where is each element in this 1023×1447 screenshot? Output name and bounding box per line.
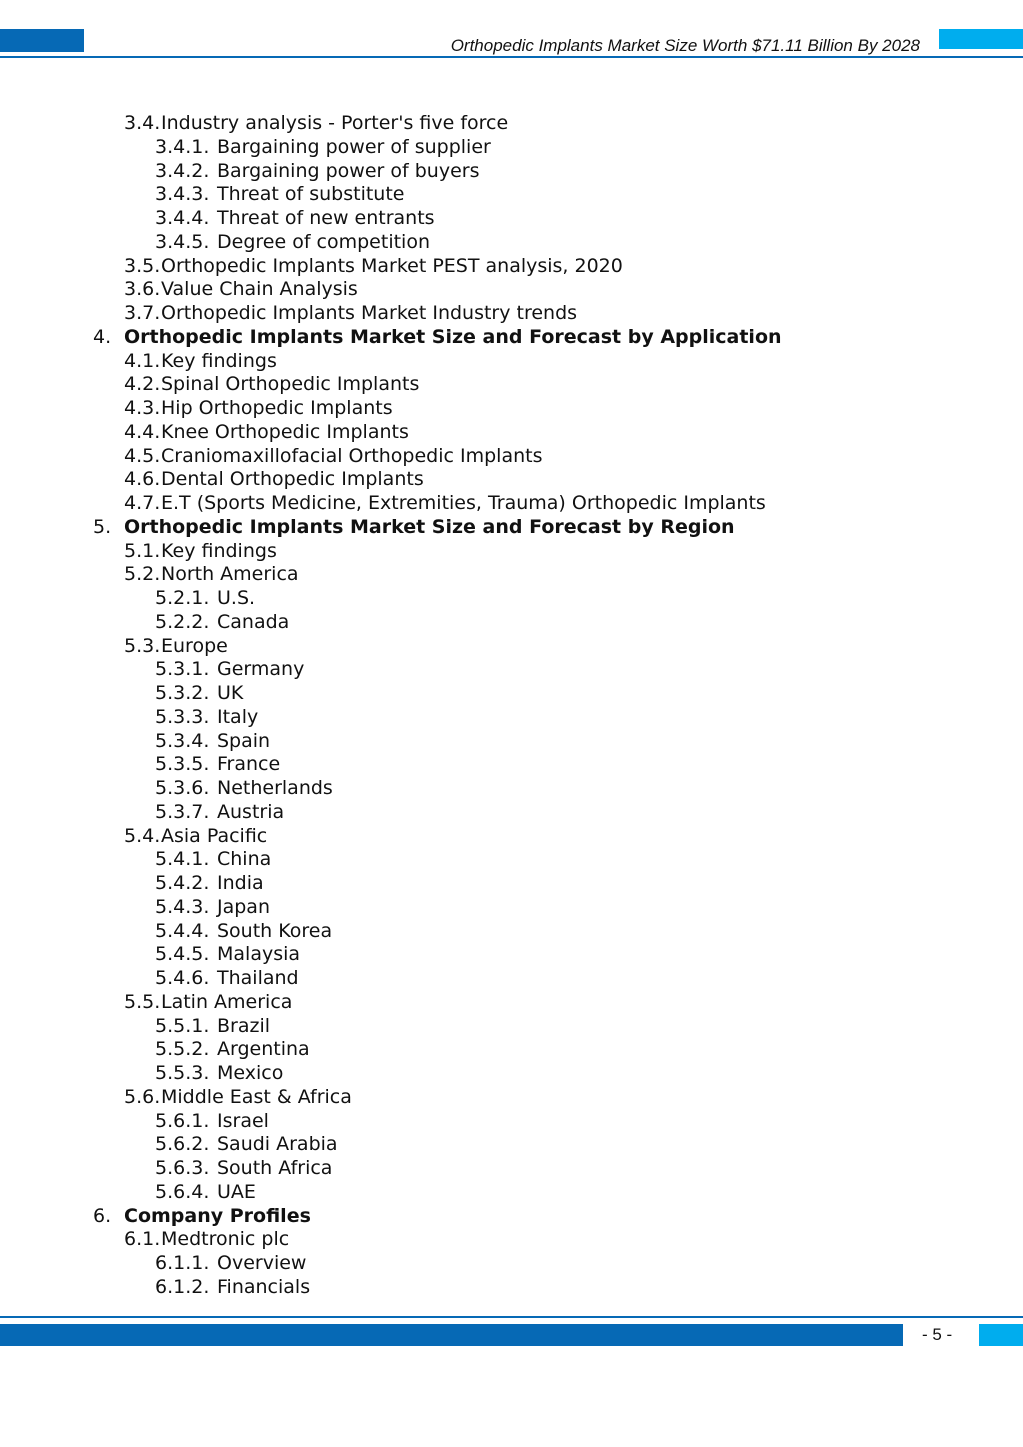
toc-entry-number: 5.4.3. <box>155 895 210 918</box>
toc-entry-title: Mexico <box>217 1062 284 1084</box>
toc-entry-title: Industry analysis - Porter's five force <box>161 112 509 134</box>
toc-entry-number: 6.1. <box>124 1228 161 1251</box>
toc-entry-title: Degree of competition <box>217 230 430 253</box>
toc-entry <box>0 468 1023 492</box>
toc-entry-number: 5. <box>93 515 112 538</box>
toc-entry <box>0 373 1023 397</box>
toc-entry-title: E.T (Sports Medicine, Extremities, Trauma) Orthopedic Implants <box>161 492 766 514</box>
toc-entry-number: 5.3.4. <box>155 729 210 752</box>
toc-entry <box>0 1086 1023 1110</box>
toc-entry <box>0 183 1023 207</box>
toc-entry-title: Canada <box>217 610 290 633</box>
toc-entry <box>0 1205 1023 1229</box>
toc-entry <box>0 326 1023 350</box>
toc-entry-title: Knee Orthopedic Implants <box>161 420 409 443</box>
toc-entry-number: 5.6.2. <box>155 1133 210 1156</box>
toc-entry <box>0 658 1023 682</box>
toc-entry <box>0 872 1023 896</box>
toc-entry-number: 5.4. <box>124 824 161 847</box>
toc-entry-title: Asia Pacific <box>161 824 268 847</box>
toc-entry <box>0 896 1023 920</box>
table-of-contents <box>0 112 1023 1300</box>
toc-entry-number: 4.3. <box>124 397 161 419</box>
toc-entry-title: Company Profiles <box>124 1204 311 1227</box>
toc-entry <box>0 611 1023 635</box>
toc-entry-title: Orthopedic Implants Market PEST analysis, 2020 <box>161 254 623 277</box>
toc-entry-number: 4.6. <box>124 468 161 491</box>
toc-entry-title: Threat of new entrants <box>217 207 435 229</box>
toc-entry <box>0 136 1023 160</box>
toc-entry-title: UAE <box>217 1180 256 1203</box>
header-accent-left <box>0 29 84 52</box>
toc-entry-number: 3.4.1. <box>155 135 210 158</box>
toc-entry-number: 5.4.2. <box>155 872 210 894</box>
toc-entry-title: Bargaining power of supplier <box>217 135 491 158</box>
toc-entry-title: Europe <box>161 634 228 657</box>
toc-entry-number: 5.3. <box>124 634 161 657</box>
toc-entry <box>0 1252 1023 1276</box>
toc-entry-number: 5.1. <box>124 539 161 562</box>
toc-entry-title: Spinal Orthopedic Implants <box>161 373 420 396</box>
toc-entry-number: 3.5. <box>124 254 161 277</box>
toc-entry-title: Japan <box>217 895 270 918</box>
toc-entry-number: 6.1.2. <box>155 1275 210 1298</box>
toc-entry <box>0 682 1023 706</box>
toc-entry-number: 5.4.1. <box>155 848 210 871</box>
toc-entry-number: 3.4. <box>124 112 161 134</box>
toc-entry-title: Argentina <box>217 1038 310 1061</box>
toc-entry <box>0 1038 1023 1062</box>
toc-entry-number: 5.3.5. <box>155 753 210 776</box>
toc-entry <box>0 587 1023 611</box>
toc-entry-number: 3.4.4. <box>155 207 210 229</box>
toc-entry-number: 5.3.1. <box>155 658 210 681</box>
toc-entry-number: 5.4.6. <box>155 967 210 989</box>
toc-entry-number: 3.6. <box>124 278 161 301</box>
footer-bar-right <box>979 1324 1023 1346</box>
toc-entry-title: Italy <box>217 705 259 728</box>
toc-entry <box>0 730 1023 754</box>
toc-entry-title: South Korea <box>217 919 333 942</box>
toc-entry <box>0 207 1023 231</box>
toc-entry-title: China <box>217 848 272 871</box>
toc-entry <box>0 1110 1023 1134</box>
toc-entry-title: Bargaining power of buyers <box>217 159 480 182</box>
toc-entry-number: 4.1. <box>124 349 161 372</box>
toc-entry-title: France <box>217 753 281 776</box>
toc-entry-number: 6.1.1. <box>155 1252 210 1274</box>
toc-entry <box>0 492 1023 516</box>
toc-entry-number: 5.2. <box>124 563 161 586</box>
toc-entry <box>0 516 1023 540</box>
toc-entry-number: 5.3.3. <box>155 705 210 728</box>
toc-entry-number: 5.2.1. <box>155 587 210 609</box>
toc-entry <box>0 302 1023 326</box>
toc-entry <box>0 1276 1023 1300</box>
toc-entry <box>0 1228 1023 1252</box>
toc-entry <box>0 1133 1023 1157</box>
page-header-title: Orthopedic Implants Market Size Worth $71.11 Billion By 2028 <box>450 36 920 55</box>
toc-entry-title: Orthopedic Implants Market Size and Forecast by Application <box>124 325 782 348</box>
toc-entry-title: Malaysia <box>217 943 301 966</box>
toc-entry-title: Germany <box>217 658 305 681</box>
toc-entry <box>0 350 1023 374</box>
toc-entry-title: Overview <box>217 1252 307 1274</box>
toc-entry-title: Latin America <box>161 990 293 1013</box>
toc-entry-title: Netherlands <box>217 777 333 799</box>
toc-entry-title: Key findings <box>161 349 277 372</box>
toc-entry <box>0 920 1023 944</box>
toc-entry-title: Hip Orthopedic Implants <box>161 397 393 419</box>
toc-entry <box>0 1015 1023 1039</box>
toc-entry-number: 4.4. <box>124 420 161 443</box>
toc-entry-title: Value Chain Analysis <box>161 278 358 301</box>
toc-entry-number: 5.4.4. <box>155 919 210 942</box>
page-number: - 5 - <box>922 1325 953 1344</box>
toc-entry-number: 5.5. <box>124 990 161 1013</box>
toc-entry-number: 5.6.4. <box>155 1180 210 1203</box>
toc-entry <box>0 635 1023 659</box>
toc-entry-number: 6. <box>93 1204 112 1227</box>
toc-entry-number: 5.5.3. <box>155 1062 210 1084</box>
toc-entry <box>0 540 1023 564</box>
toc-entry <box>0 278 1023 302</box>
toc-entry-number: 4.2. <box>124 373 161 396</box>
toc-entry <box>0 967 1023 991</box>
toc-entry-title: Orthopedic Implants Market Industry trends <box>161 302 578 324</box>
toc-entry-title: Israel <box>217 1109 269 1132</box>
toc-entry-title: Craniomaxillofacial Orthopedic Implants <box>161 444 543 467</box>
toc-entry <box>0 943 1023 967</box>
toc-entry <box>0 777 1023 801</box>
toc-entry-number: 4.5. <box>124 444 161 467</box>
toc-entry <box>0 753 1023 777</box>
toc-entry <box>0 421 1023 445</box>
toc-entry-title: Austria <box>217 800 285 823</box>
toc-entry <box>0 991 1023 1015</box>
toc-entry-number: 3.4.5. <box>155 230 210 253</box>
toc-entry-title: Orthopedic Implants Market Size and Forecast by Region <box>124 515 735 538</box>
toc-entry <box>0 801 1023 825</box>
toc-entry-title: Middle East & Africa <box>161 1085 352 1108</box>
toc-entry <box>0 112 1023 136</box>
header-rule <box>0 56 1023 58</box>
toc-entry-title: Brazil <box>217 1014 271 1037</box>
toc-entry-number: 5.3.7. <box>155 800 210 823</box>
toc-entry-number: 5.6. <box>124 1085 161 1108</box>
toc-entry-number: 5.5.1. <box>155 1014 210 1037</box>
toc-entry-title: UK <box>217 682 244 704</box>
toc-entry-title: Threat of substitute <box>217 183 405 206</box>
toc-entry-title: Spain <box>217 729 271 752</box>
toc-entry-title: South Africa <box>217 1157 333 1179</box>
toc-entry-number: 5.5.2. <box>155 1038 210 1061</box>
toc-entry <box>0 255 1023 279</box>
toc-entry <box>0 563 1023 587</box>
toc-entry-title: U.S. <box>217 587 256 609</box>
header-accent-right <box>939 29 1023 49</box>
toc-entry-number: 5.4.5. <box>155 943 210 966</box>
toc-entry <box>0 1062 1023 1086</box>
toc-entry-number: 5.6.3. <box>155 1157 210 1179</box>
toc-entry-number: 3.4.2. <box>155 159 210 182</box>
toc-entry <box>0 848 1023 872</box>
footer-bar-left <box>0 1324 903 1346</box>
toc-entry-title: Financials <box>217 1275 311 1298</box>
toc-entry-title: Medtronic plc <box>161 1228 290 1251</box>
toc-entry <box>0 231 1023 255</box>
toc-entry-title: Saudi Arabia <box>217 1133 338 1156</box>
toc-entry <box>0 397 1023 421</box>
toc-entry-number: 5.2.2. <box>155 610 210 633</box>
toc-entry <box>0 825 1023 849</box>
footer-rule <box>0 1316 1023 1318</box>
toc-entry-number: 5.3.6. <box>155 777 210 799</box>
toc-entry <box>0 445 1023 469</box>
toc-entry <box>0 1157 1023 1181</box>
toc-entry-number: 3.4.3. <box>155 183 210 206</box>
toc-entry <box>0 1181 1023 1205</box>
toc-entry-title: India <box>217 872 264 894</box>
toc-entry-number: 3.7. <box>124 302 161 324</box>
toc-entry-number: 4.7. <box>124 492 161 514</box>
toc-entry-number: 4. <box>93 325 112 348</box>
toc-entry <box>0 706 1023 730</box>
toc-entry-number: 5.6.1. <box>155 1109 210 1132</box>
toc-entry-number: 5.3.2. <box>155 682 210 704</box>
toc-entry <box>0 160 1023 184</box>
toc-entry-title: North America <box>161 563 299 586</box>
toc-entry-title: Thailand <box>217 967 299 989</box>
toc-entry-title: Key findings <box>161 539 277 562</box>
toc-entry-title: Dental Orthopedic Implants <box>161 468 424 491</box>
